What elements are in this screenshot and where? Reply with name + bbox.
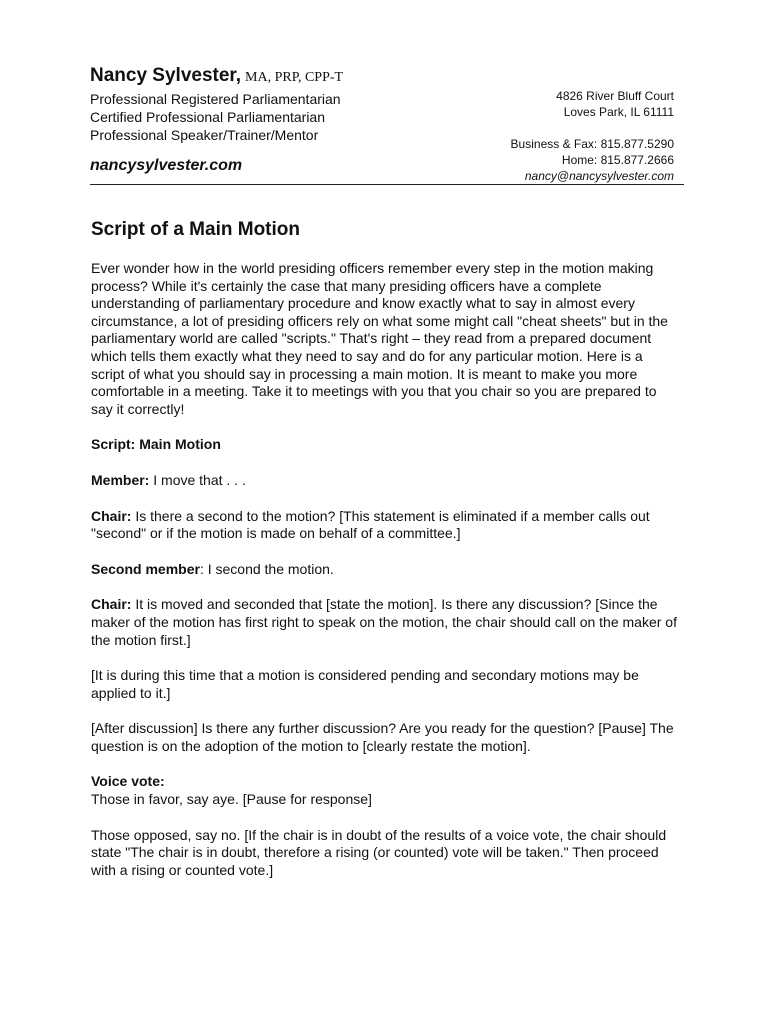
voice-vote-label: Voice vote: xyxy=(91,773,165,790)
author-title-3: Professional Speaker/Trainer/Mentor xyxy=(90,127,319,143)
author-title-2: Certified Professional Parliamentarian xyxy=(90,109,325,125)
member-line xyxy=(91,472,679,490)
author-credentials: MA, PRP, CPP-T xyxy=(245,70,344,85)
intro-paragraph: Ever wonder how in the world presiding officers remember every step in the motion making process? While it's certainly the case that many presiding officers have a complete understanding of parliamentary procedure and know exactly what to say in almost every circumstance, a lot of presiding officers rely on what some might call "cheat sheets" but in the parliamentary world are called "scripts." That's right – they read from a prepared document which tells them exactly what they need to say and do for any particular motion. Here is a script of what you should say in processing a main motion. It is meant to make you more comfortable in a meeting. Take it to meetings with you that you chair so you are prepared to say it correctly! xyxy=(91,260,668,417)
home-phone: Home: 815.877.2666 xyxy=(561,153,674,167)
chair-text-2: It is moved and seconded that [state the motion]. Is there any discussion? [Since the maker of the motion has first right to speak on the motion, the chair should call on the maker of the motion first.] xyxy=(91,596,677,648)
document-title: Script of a Main Motion xyxy=(91,219,300,240)
second-member-label: Second member xyxy=(91,560,200,577)
after-discussion: [After discussion] Is there any further discussion? Are you ready for the question? [Pause] The question is on the adoption of the motion to [clearly restate the motion]. xyxy=(91,720,674,754)
address-line-1: 4826 River Bluff Court xyxy=(556,89,674,103)
chair-second-question xyxy=(91,508,679,543)
member-text: I move that . . . xyxy=(149,471,246,488)
address-line-2: Loves Park, IL 61111 xyxy=(563,105,674,119)
letterhead-divider xyxy=(90,184,684,185)
script-heading: Script: Main Motion xyxy=(91,436,221,453)
pending-note: [It is during this time that a motion is considered pending and secondary motions may be applied to it.] xyxy=(91,667,639,701)
business-fax-phone: Business & Fax: 815.877.5290 xyxy=(510,137,674,151)
document-body xyxy=(91,218,679,897)
email-link[interactable]: nancy@nancysylvester.com xyxy=(524,169,674,183)
author-name: Nancy Sylvester, xyxy=(90,65,242,86)
opposed-paragraph: Those opposed, say no. [If the chair is in doubt of the results of a voice vote, the chair should state "The chair is in doubt, therefore a rising (or counted) vote will be taken." Then proceed with a rising or counted vote.] xyxy=(91,826,667,878)
chair-label-1: Chair: xyxy=(91,507,132,524)
chair-discussion xyxy=(91,596,679,649)
author-name-line xyxy=(90,64,430,90)
second-member-text: : I second the motion. xyxy=(199,560,334,577)
contact-spacer xyxy=(511,120,674,136)
voice-vote-block xyxy=(91,773,679,808)
letterhead-contact xyxy=(511,88,674,184)
website-link[interactable]: nancysylvester.com xyxy=(90,157,243,174)
member-label: Member: xyxy=(91,471,150,488)
second-member-line xyxy=(91,561,679,579)
chair-text-1: Is there a second to the motion? [This statement is eliminated if a member calls out "second" or if the motion is made on behalf of a committee.] xyxy=(91,507,650,542)
chair-label-2: Chair: xyxy=(91,596,132,613)
letterhead-left xyxy=(90,64,430,176)
voice-vote-text: Those in favor, say aye. [Pause for response] xyxy=(91,791,372,808)
author-title-1: Professional Registered Parliamentarian xyxy=(90,91,341,107)
